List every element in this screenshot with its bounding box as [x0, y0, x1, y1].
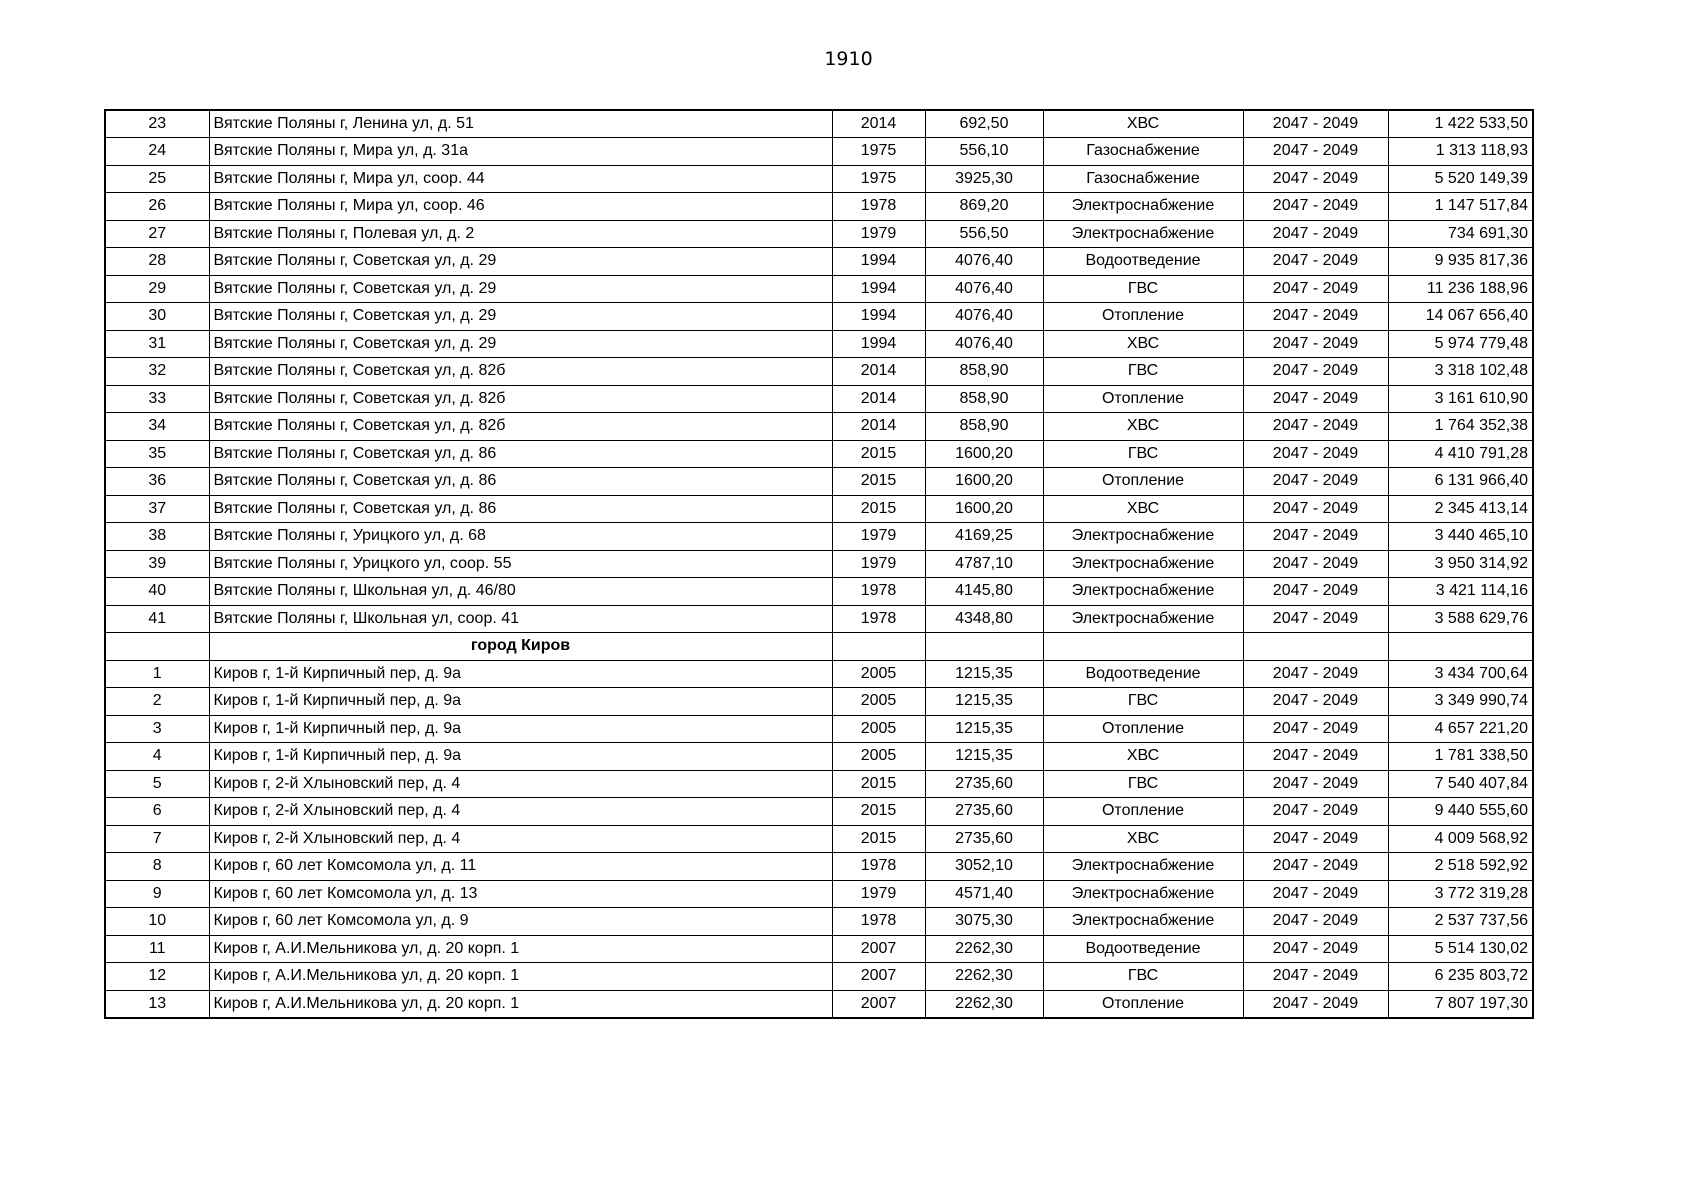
- address-cell: Вятские Поляны г, Ленина ул, д. 51: [209, 110, 832, 138]
- row-number-cell: 24: [105, 138, 209, 166]
- utility-type-cell: ХВС: [1043, 413, 1243, 441]
- row-number-cell: 40: [105, 578, 209, 606]
- build-year-cell: 1979: [832, 220, 925, 248]
- period-cell: 2047 - 2049: [1243, 825, 1388, 853]
- table-row: [105, 660, 1533, 688]
- period-cell: 2047 - 2049: [1243, 963, 1388, 991]
- period-cell: 2047 - 2049: [1243, 605, 1388, 633]
- table-row: [105, 303, 1533, 331]
- row-number-cell: 3: [105, 715, 209, 743]
- area-cell: 1215,35: [925, 715, 1043, 743]
- period-cell: 2047 - 2049: [1243, 440, 1388, 468]
- utility-type-cell: Электроснабжение: [1043, 880, 1243, 908]
- table-row: [105, 165, 1533, 193]
- period-cell: 2047 - 2049: [1243, 303, 1388, 331]
- area-cell: 2735,60: [925, 798, 1043, 826]
- row-number-cell: 25: [105, 165, 209, 193]
- table-row: [105, 963, 1533, 991]
- row-number-cell: 12: [105, 963, 209, 991]
- address-cell: Киров г, А.И.Мельникова ул, д. 20 корп. 1: [209, 935, 832, 963]
- repair-schedule-table: [104, 109, 1534, 1019]
- period-cell: 2047 - 2049: [1243, 358, 1388, 386]
- area-cell: 858,90: [925, 385, 1043, 413]
- period-cell: 2047 - 2049: [1243, 990, 1388, 1018]
- table-row: [105, 688, 1533, 716]
- area-cell: 1600,20: [925, 495, 1043, 523]
- cost-cell: 3 161 610,90: [1388, 385, 1533, 413]
- build-year-cell: [832, 633, 925, 661]
- address-cell: Вятские Поляны г, Советская ул, д. 82б: [209, 413, 832, 441]
- address-cell: Вятские Поляны г, Мира ул, соор. 44: [209, 165, 832, 193]
- row-number-cell: 41: [105, 605, 209, 633]
- period-cell: 2047 - 2049: [1243, 798, 1388, 826]
- period-cell: 2047 - 2049: [1243, 908, 1388, 936]
- row-number-cell: 38: [105, 523, 209, 551]
- utility-type-cell: ГВС: [1043, 688, 1243, 716]
- cost-cell: 11 236 188,96: [1388, 275, 1533, 303]
- address-cell: Киров г, А.И.Мельникова ул, д. 20 корп. 1: [209, 963, 832, 991]
- cost-cell: 2 518 592,92: [1388, 853, 1533, 881]
- build-year-cell: 2005: [832, 660, 925, 688]
- area-cell: 2735,60: [925, 770, 1043, 798]
- row-number-cell: 1: [105, 660, 209, 688]
- table-row: [105, 578, 1533, 606]
- period-cell: 2047 - 2049: [1243, 275, 1388, 303]
- utility-type-cell: Электроснабжение: [1043, 578, 1243, 606]
- utility-type-cell: ГВС: [1043, 963, 1243, 991]
- build-year-cell: 1975: [832, 138, 925, 166]
- row-number-cell: 32: [105, 358, 209, 386]
- address-cell: Вятские Поляны г, Советская ул, д. 86: [209, 468, 832, 496]
- table-row: [105, 550, 1533, 578]
- table-row: [105, 358, 1533, 386]
- address-cell: Вятские Поляны г, Советская ул, д. 86: [209, 440, 832, 468]
- period-cell: [1243, 633, 1388, 661]
- build-year-cell: 2015: [832, 468, 925, 496]
- area-cell: 3075,30: [925, 908, 1043, 936]
- cost-cell: 6 235 803,72: [1388, 963, 1533, 991]
- area-cell: [925, 633, 1043, 661]
- row-number-cell: 2: [105, 688, 209, 716]
- utility-type-cell: Отопление: [1043, 303, 1243, 331]
- utility-type-cell: Отопление: [1043, 798, 1243, 826]
- area-cell: 4348,80: [925, 605, 1043, 633]
- utility-type-cell: ГВС: [1043, 770, 1243, 798]
- area-cell: 1600,20: [925, 440, 1043, 468]
- area-cell: 4076,40: [925, 330, 1043, 358]
- period-cell: 2047 - 2049: [1243, 330, 1388, 358]
- build-year-cell: 1978: [832, 605, 925, 633]
- period-cell: 2047 - 2049: [1243, 138, 1388, 166]
- area-cell: 4787,10: [925, 550, 1043, 578]
- row-number-cell: [105, 633, 209, 661]
- period-cell: 2047 - 2049: [1243, 110, 1388, 138]
- cost-cell: 9 440 555,60: [1388, 798, 1533, 826]
- section-title: город Киров: [209, 633, 832, 661]
- area-cell: 4076,40: [925, 248, 1043, 276]
- table-row: [105, 990, 1533, 1018]
- utility-type-cell: Водоотведение: [1043, 660, 1243, 688]
- period-cell: 2047 - 2049: [1243, 770, 1388, 798]
- row-number-cell: 6: [105, 798, 209, 826]
- table-row: [105, 908, 1533, 936]
- cost-cell: 6 131 966,40: [1388, 468, 1533, 496]
- build-year-cell: 2015: [832, 770, 925, 798]
- area-cell: 3052,10: [925, 853, 1043, 881]
- row-number-cell: 4: [105, 743, 209, 771]
- row-number-cell: 36: [105, 468, 209, 496]
- cost-cell: 1 422 533,50: [1388, 110, 1533, 138]
- period-cell: 2047 - 2049: [1243, 385, 1388, 413]
- row-number-cell: 34: [105, 413, 209, 441]
- build-year-cell: 2014: [832, 110, 925, 138]
- table-row: [105, 798, 1533, 826]
- table-row: [105, 743, 1533, 771]
- period-cell: 2047 - 2049: [1243, 193, 1388, 221]
- address-cell: Вятские Поляны г, Школьная ул, д. 46/80: [209, 578, 832, 606]
- row-number-cell: 9: [105, 880, 209, 908]
- table-row: [105, 853, 1533, 881]
- address-cell: Вятские Поляны г, Советская ул, д. 86: [209, 495, 832, 523]
- address-cell: Киров г, 60 лет Комсомола ул, д. 9: [209, 908, 832, 936]
- address-cell: Вятские Поляны г, Мира ул, соор. 46: [209, 193, 832, 221]
- cost-cell: 734 691,30: [1388, 220, 1533, 248]
- row-number-cell: 29: [105, 275, 209, 303]
- utility-type-cell: ГВС: [1043, 275, 1243, 303]
- address-cell: Киров г, 60 лет Комсомола ул, д. 11: [209, 853, 832, 881]
- build-year-cell: 1979: [832, 523, 925, 551]
- cost-cell: 4 009 568,92: [1388, 825, 1533, 853]
- area-cell: 1215,35: [925, 660, 1043, 688]
- table-row: [105, 275, 1533, 303]
- table-row: [105, 110, 1533, 138]
- row-number-cell: 11: [105, 935, 209, 963]
- period-cell: 2047 - 2049: [1243, 495, 1388, 523]
- build-year-cell: 2014: [832, 413, 925, 441]
- utility-type-cell: Газоснабжение: [1043, 138, 1243, 166]
- area-cell: 4571,40: [925, 880, 1043, 908]
- table-row: [105, 138, 1533, 166]
- address-cell: Вятские Поляны г, Урицкого ул, д. 68: [209, 523, 832, 551]
- table-row: [105, 523, 1533, 551]
- utility-type-cell: Электроснабжение: [1043, 853, 1243, 881]
- area-cell: 556,50: [925, 220, 1043, 248]
- build-year-cell: 1994: [832, 248, 925, 276]
- address-cell: Вятские Поляны г, Советская ул, д. 82б: [209, 385, 832, 413]
- period-cell: 2047 - 2049: [1243, 523, 1388, 551]
- section-header-row: [105, 633, 1533, 661]
- address-cell: Киров г, А.И.Мельникова ул, д. 20 корп. 1: [209, 990, 832, 1018]
- cost-cell: 5 520 149,39: [1388, 165, 1533, 193]
- row-number-cell: 10: [105, 908, 209, 936]
- area-cell: 1215,35: [925, 743, 1043, 771]
- address-cell: Киров г, 60 лет Комсомола ул, д. 13: [209, 880, 832, 908]
- area-cell: 2262,30: [925, 935, 1043, 963]
- utility-type-cell: Газоснабжение: [1043, 165, 1243, 193]
- row-number-cell: 13: [105, 990, 209, 1018]
- build-year-cell: 2014: [832, 358, 925, 386]
- table-row: [105, 605, 1533, 633]
- table-row: [105, 770, 1533, 798]
- row-number-cell: 31: [105, 330, 209, 358]
- table-row: [105, 220, 1533, 248]
- build-year-cell: 2007: [832, 990, 925, 1018]
- utility-type-cell: ГВС: [1043, 358, 1243, 386]
- area-cell: 4076,40: [925, 303, 1043, 331]
- area-cell: 4169,25: [925, 523, 1043, 551]
- row-number-cell: 7: [105, 825, 209, 853]
- period-cell: 2047 - 2049: [1243, 413, 1388, 441]
- utility-type-cell: Электроснабжение: [1043, 550, 1243, 578]
- table-row: [105, 468, 1533, 496]
- utility-type-cell: Электроснабжение: [1043, 908, 1243, 936]
- address-cell: Вятские Поляны г, Советская ул, д. 29: [209, 275, 832, 303]
- table-row: [105, 495, 1533, 523]
- period-cell: 2047 - 2049: [1243, 688, 1388, 716]
- period-cell: 2047 - 2049: [1243, 880, 1388, 908]
- area-cell: 1600,20: [925, 468, 1043, 496]
- period-cell: 2047 - 2049: [1243, 578, 1388, 606]
- table-row: [105, 880, 1533, 908]
- build-year-cell: 2014: [832, 385, 925, 413]
- table-row: [105, 385, 1533, 413]
- cost-cell: 1 147 517,84: [1388, 193, 1533, 221]
- table-row: [105, 440, 1533, 468]
- period-cell: 2047 - 2049: [1243, 853, 1388, 881]
- build-year-cell: 1975: [832, 165, 925, 193]
- row-number-cell: 28: [105, 248, 209, 276]
- cost-cell: 5 974 779,48: [1388, 330, 1533, 358]
- address-cell: Киров г, 2-й Хлыновский пер, д. 4: [209, 770, 832, 798]
- table-row: [105, 330, 1533, 358]
- address-cell: Киров г, 1-й Кирпичный пер, д. 9а: [209, 715, 832, 743]
- row-number-cell: 26: [105, 193, 209, 221]
- table-row: [105, 715, 1533, 743]
- build-year-cell: 1979: [832, 880, 925, 908]
- cost-cell: 4 657 221,20: [1388, 715, 1533, 743]
- area-cell: 2262,30: [925, 990, 1043, 1018]
- table-row: [105, 248, 1533, 276]
- cost-cell: 3 434 700,64: [1388, 660, 1533, 688]
- area-cell: 858,90: [925, 358, 1043, 386]
- build-year-cell: 1979: [832, 550, 925, 578]
- area-cell: 869,20: [925, 193, 1043, 221]
- cost-cell: 7 807 197,30: [1388, 990, 1533, 1018]
- cost-cell: 3 421 114,16: [1388, 578, 1533, 606]
- address-cell: Вятские Поляны г, Мира ул, д. 31а: [209, 138, 832, 166]
- address-cell: Вятские Поляны г, Полевая ул, д. 2: [209, 220, 832, 248]
- address-cell: Вятские Поляны г, Советская ул, д. 29: [209, 303, 832, 331]
- address-cell: Киров г, 2-й Хлыновский пер, д. 4: [209, 825, 832, 853]
- utility-type-cell: Водоотведение: [1043, 248, 1243, 276]
- area-cell: 1215,35: [925, 688, 1043, 716]
- utility-type-cell: Отопление: [1043, 385, 1243, 413]
- utility-type-cell: ХВС: [1043, 330, 1243, 358]
- area-cell: 858,90: [925, 413, 1043, 441]
- address-cell: Киров г, 1-й Кирпичный пер, д. 9а: [209, 688, 832, 716]
- area-cell: 2262,30: [925, 963, 1043, 991]
- period-cell: 2047 - 2049: [1243, 550, 1388, 578]
- area-cell: 692,50: [925, 110, 1043, 138]
- address-cell: Киров г, 1-й Кирпичный пер, д. 9а: [209, 660, 832, 688]
- cost-cell: 5 514 130,02: [1388, 935, 1533, 963]
- cost-cell: 1 781 338,50: [1388, 743, 1533, 771]
- build-year-cell: 1994: [832, 275, 925, 303]
- cost-cell: 9 935 817,36: [1388, 248, 1533, 276]
- utility-type-cell: Отопление: [1043, 468, 1243, 496]
- table-row: [105, 193, 1533, 221]
- area-cell: 4076,40: [925, 275, 1043, 303]
- cost-cell: [1388, 633, 1533, 661]
- cost-cell: 4 410 791,28: [1388, 440, 1533, 468]
- utility-type-cell: ГВС: [1043, 440, 1243, 468]
- area-cell: 2735,60: [925, 825, 1043, 853]
- row-number-cell: 35: [105, 440, 209, 468]
- table-row: [105, 413, 1533, 441]
- address-cell: Вятские Поляны г, Советская ул, д. 82б: [209, 358, 832, 386]
- address-cell: Вятские Поляны г, Советская ул, д. 29: [209, 248, 832, 276]
- utility-type-cell: Водоотведение: [1043, 935, 1243, 963]
- row-number-cell: 8: [105, 853, 209, 881]
- build-year-cell: 1994: [832, 303, 925, 331]
- cost-cell: 3 588 629,76: [1388, 605, 1533, 633]
- row-number-cell: 23: [105, 110, 209, 138]
- period-cell: 2047 - 2049: [1243, 220, 1388, 248]
- build-year-cell: 1978: [832, 193, 925, 221]
- area-cell: 556,10: [925, 138, 1043, 166]
- utility-type-cell: ХВС: [1043, 825, 1243, 853]
- cost-cell: 2 537 737,56: [1388, 908, 1533, 936]
- cost-cell: 3 950 314,92: [1388, 550, 1533, 578]
- utility-type-cell: Отопление: [1043, 990, 1243, 1018]
- row-number-cell: 37: [105, 495, 209, 523]
- address-cell: Вятские Поляны г, Школьная ул, соор. 41: [209, 605, 832, 633]
- row-number-cell: 39: [105, 550, 209, 578]
- build-year-cell: 2005: [832, 743, 925, 771]
- table-body: [105, 110, 1533, 1018]
- address-cell: Киров г, 2-й Хлыновский пер, д. 4: [209, 798, 832, 826]
- utility-type-cell: Электроснабжение: [1043, 605, 1243, 633]
- utility-type-cell: ХВС: [1043, 495, 1243, 523]
- area-cell: 4145,80: [925, 578, 1043, 606]
- utility-type-cell: ХВС: [1043, 743, 1243, 771]
- build-year-cell: 1978: [832, 578, 925, 606]
- build-year-cell: 2007: [832, 963, 925, 991]
- period-cell: 2047 - 2049: [1243, 660, 1388, 688]
- address-cell: Киров г, 1-й Кирпичный пер, д. 9а: [209, 743, 832, 771]
- utility-type-cell: Отопление: [1043, 715, 1243, 743]
- address-cell: Вятские Поляны г, Советская ул, д. 29: [209, 330, 832, 358]
- row-number-cell: 30: [105, 303, 209, 331]
- area-cell: 3925,30: [925, 165, 1043, 193]
- cost-cell: 1 764 352,38: [1388, 413, 1533, 441]
- table-row: [105, 825, 1533, 853]
- period-cell: 2047 - 2049: [1243, 715, 1388, 743]
- row-number-cell: 5: [105, 770, 209, 798]
- period-cell: 2047 - 2049: [1243, 165, 1388, 193]
- build-year-cell: 2015: [832, 825, 925, 853]
- build-year-cell: 2005: [832, 688, 925, 716]
- row-number-cell: 33: [105, 385, 209, 413]
- cost-cell: 1 313 118,93: [1388, 138, 1533, 166]
- utility-type-cell: Электроснабжение: [1043, 220, 1243, 248]
- period-cell: 2047 - 2049: [1243, 935, 1388, 963]
- build-year-cell: 2007: [832, 935, 925, 963]
- row-number-cell: 27: [105, 220, 209, 248]
- build-year-cell: 1978: [832, 853, 925, 881]
- period-cell: 2047 - 2049: [1243, 248, 1388, 276]
- build-year-cell: 1978: [832, 908, 925, 936]
- cost-cell: 3 772 319,28: [1388, 880, 1533, 908]
- cost-cell: 3 440 465,10: [1388, 523, 1533, 551]
- cost-cell: 14 067 656,40: [1388, 303, 1533, 331]
- utility-type-cell: [1043, 633, 1243, 661]
- table-row: [105, 935, 1533, 963]
- cost-cell: 2 345 413,14: [1388, 495, 1533, 523]
- address-cell: Вятские Поляны г, Урицкого ул, соор. 55: [209, 550, 832, 578]
- cost-cell: 3 318 102,48: [1388, 358, 1533, 386]
- page-number: 1910: [824, 48, 873, 70]
- build-year-cell: 2015: [832, 440, 925, 468]
- utility-type-cell: ХВС: [1043, 110, 1243, 138]
- period-cell: 2047 - 2049: [1243, 468, 1388, 496]
- utility-type-cell: Электроснабжение: [1043, 193, 1243, 221]
- build-year-cell: 2005: [832, 715, 925, 743]
- cost-cell: 3 349 990,74: [1388, 688, 1533, 716]
- utility-type-cell: Электроснабжение: [1043, 523, 1243, 551]
- build-year-cell: 2015: [832, 798, 925, 826]
- cost-cell: 7 540 407,84: [1388, 770, 1533, 798]
- period-cell: 2047 - 2049: [1243, 743, 1388, 771]
- build-year-cell: 2015: [832, 495, 925, 523]
- build-year-cell: 1994: [832, 330, 925, 358]
